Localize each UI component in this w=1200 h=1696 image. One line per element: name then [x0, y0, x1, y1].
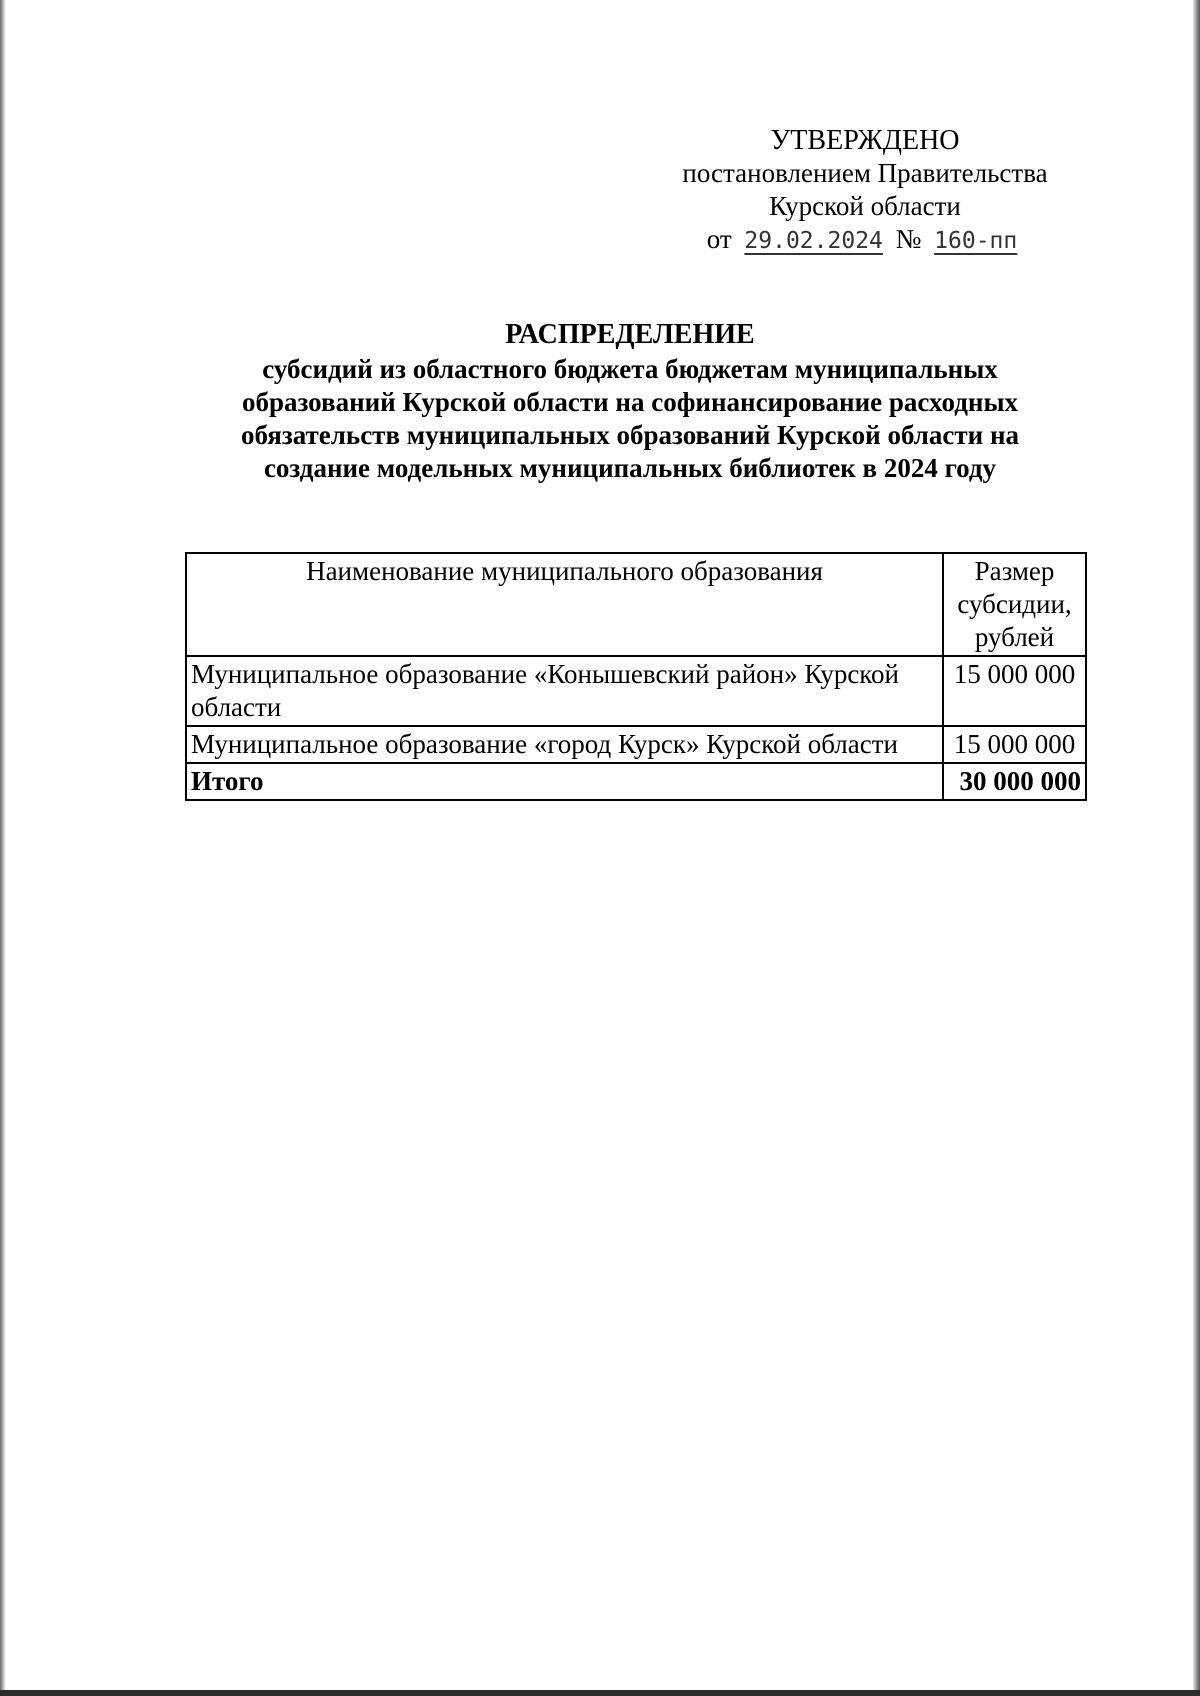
- header-sum: [943, 553, 1086, 656]
- document-heading: [180, 318, 1080, 485]
- scan-edge-right: [1193, 0, 1200, 1696]
- number-prefix: №: [895, 224, 922, 254]
- date-prefix: от: [706, 224, 732, 254]
- row-sum: 15 000 000: [943, 726, 1086, 763]
- row-name: Муниципальное образование «Конышевский район» Курской области: [186, 656, 943, 726]
- total-row: [186, 763, 1086, 800]
- heading-line-3: обязательств муниципальных образований Курской области на: [240, 420, 1020, 450]
- header-sum-line-2: субсидии,: [957, 589, 1072, 619]
- row-sum: 15 000 000: [943, 656, 1086, 726]
- header-name: Наименование муниципального образования: [186, 553, 943, 656]
- scan-edge-left: [0, 0, 5, 1696]
- heading-line-1: субсидий из областного бюджета бюджетам муниципальных: [262, 354, 998, 384]
- scan-edge-bottom: [0, 1690, 1200, 1696]
- heading-line-2: образований Курской области на софинансирование расходных: [241, 387, 1019, 417]
- distribution-table: [185, 552, 1087, 801]
- approval-line-2: Курской области: [769, 191, 961, 221]
- header-sum-line-3: рублей: [974, 622, 1055, 652]
- table-row: [186, 726, 1086, 763]
- total-sum: 30 000 000: [943, 763, 1086, 800]
- document-title: РАСПРЕДЕЛЕНИЕ: [505, 319, 755, 350]
- total-label: Итого: [186, 763, 943, 800]
- heading-line-4: создание модельных муниципальных библиотек в 2024 году: [263, 453, 997, 483]
- approval-title: УТВЕРЖДЕНО: [770, 125, 960, 156]
- row-name: Муниципальное образование «город Курск» Курской области: [186, 726, 943, 763]
- approval-stamp: [640, 124, 1090, 258]
- approval-date-line: [640, 223, 1090, 258]
- approval-number: 160-пп: [934, 228, 1018, 254]
- approval-line-1: постановлением Правительства: [682, 158, 1048, 188]
- table-row: [186, 656, 1086, 726]
- approval-date: 29.02.2024: [744, 228, 883, 254]
- header-sum-line-1: Размер: [974, 556, 1055, 586]
- table-header-row: [186, 553, 1086, 656]
